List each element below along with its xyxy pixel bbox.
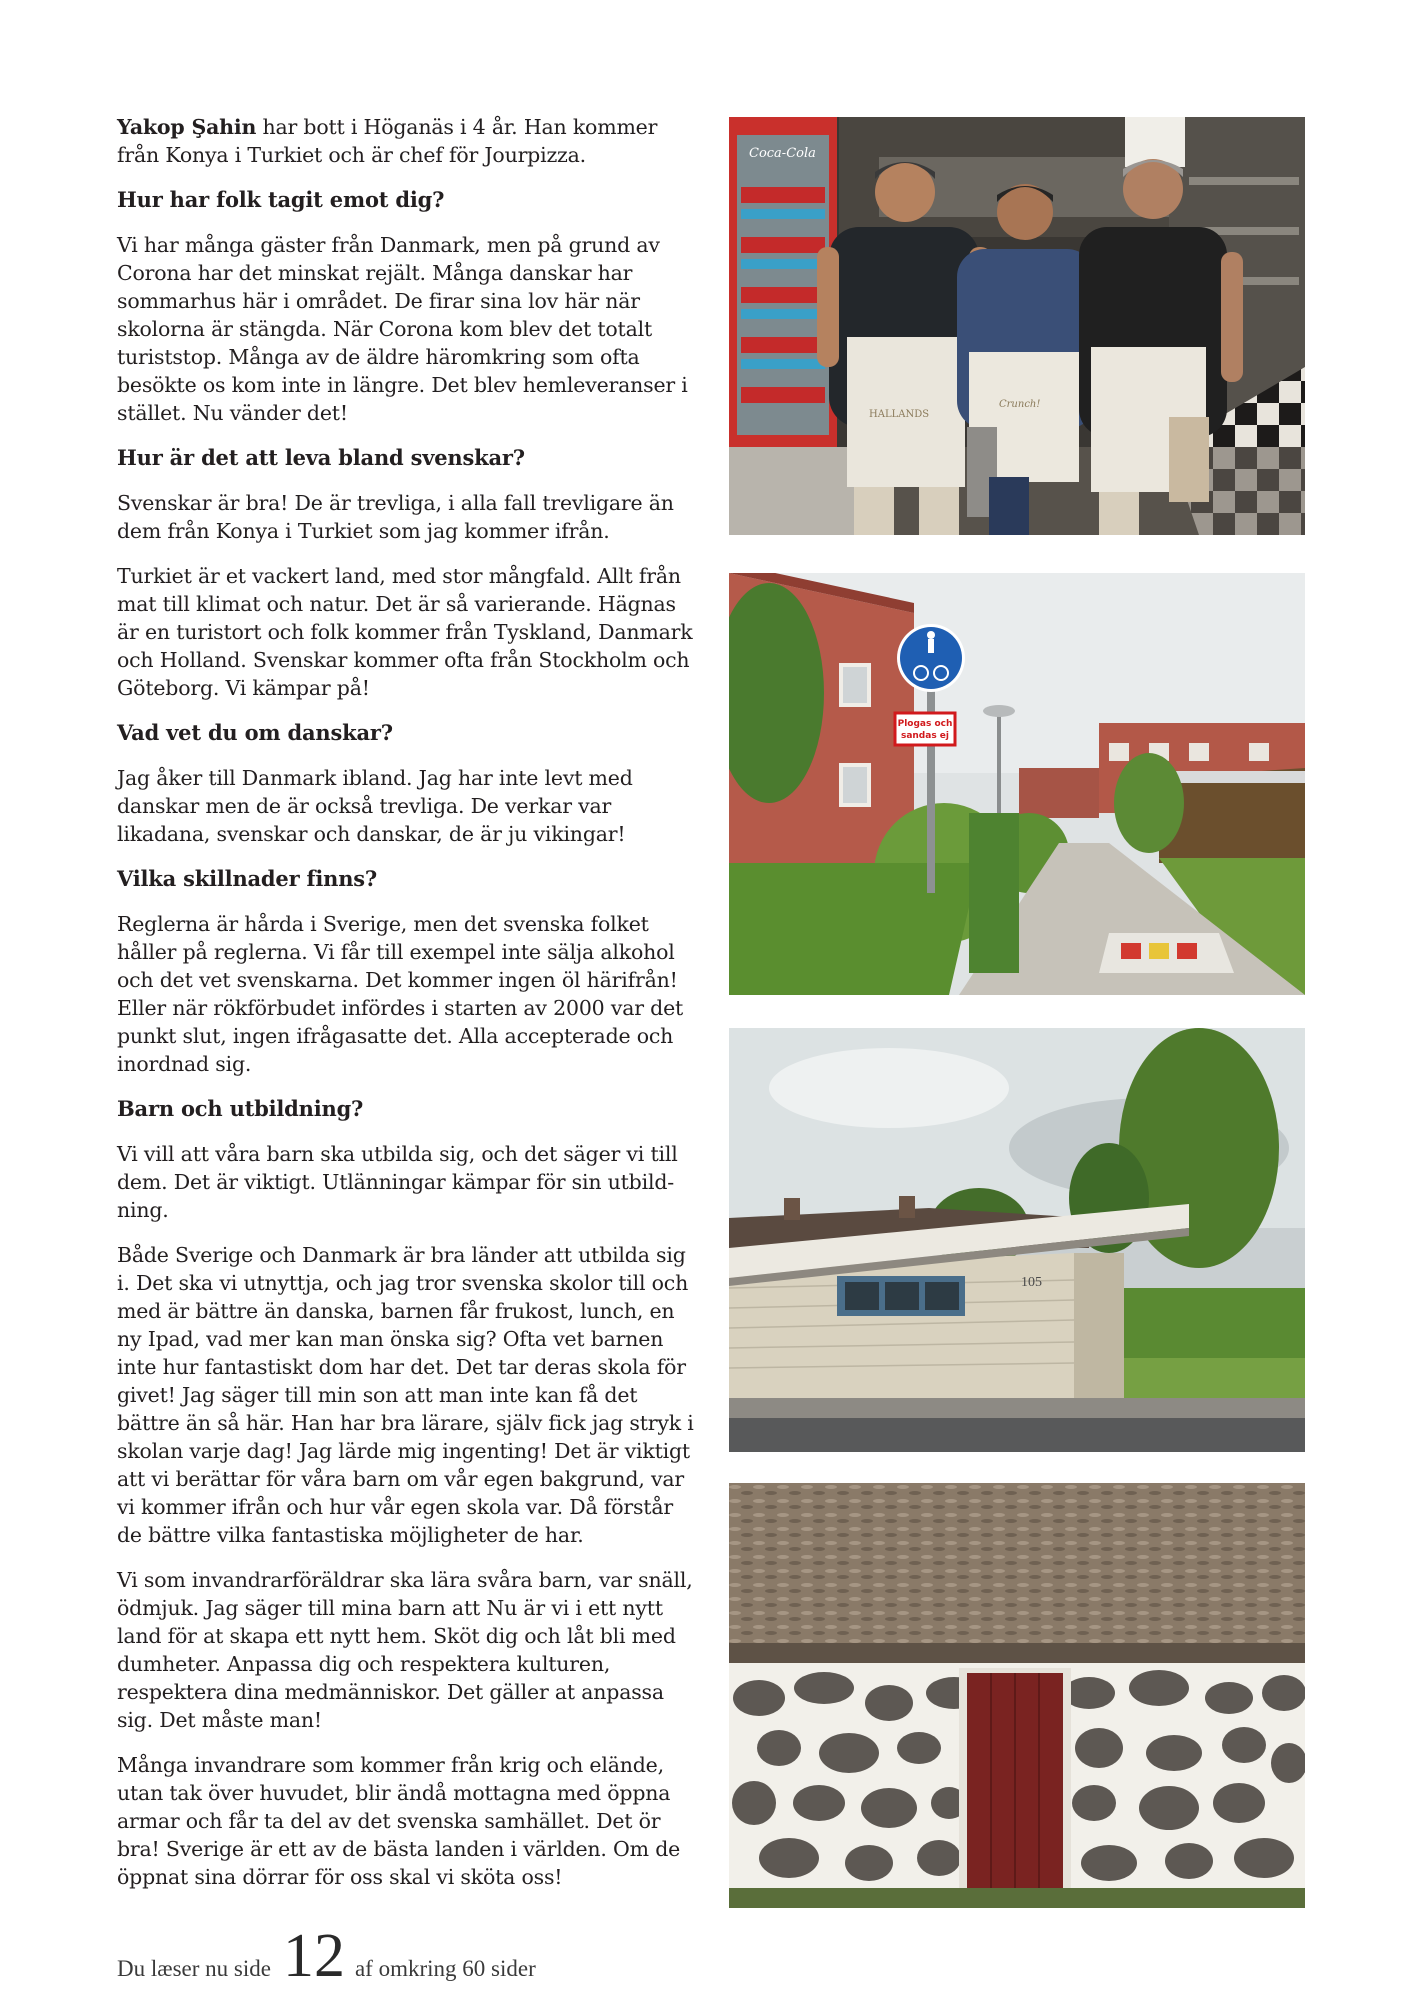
question-heading: Hur har folk tagit emot dig? <box>117 187 445 212</box>
answer-paragraph: Turkiet är et vackert land, med stor mångfald. Allt från mat till klimat och natur. Det är så varierande. Hägnas är en turistort och folk kommer från Tyskland, Danmark och Holland. Svenskar kommer ofta från Stockholm och Göteborg. Vi kämpar på! <box>117 564 693 700</box>
pizzeria-staff-photo <box>729 117 1305 535</box>
article-body <box>117 113 697 1908</box>
question-heading: Barn och utbildning? <box>117 1096 364 1121</box>
coca-cola-logo: Coca-Cola <box>749 146 816 161</box>
plowing-sign-line-2: sandas ej <box>900 731 950 741</box>
answer-paragraph: Jag åker till Danmark ibland. Jag har inte levt med danskar men de är också trevliga. De verkar var likadana, svenskar och danskar, de är ju vikingar! <box>117 766 633 846</box>
footer-suffix: af omkring 60 sider <box>354 1956 536 1981</box>
intro-paragraph <box>117 113 697 169</box>
answer-paragraph: Vi vill att våra barn ska utbilda sig, och det säger vi till dem. Det är viktigt. Utlänningar kämpar för sin utbildning. <box>117 1142 678 1222</box>
answer-paragraph: Både Sverige och Danmark är bra länder att utbilda sig i. Det ska vi utnyttja, och jag tror svenska skolor till och med är bättre än danska, barnen får frukost, lunch, en ny Ipad, vad mer kan man önska sig? Ofta vet barnen inte hur fantastiskt dom har det. Det tar deras skola för givet! Jag säger till min son att man inte kan få det bättre än så här. Han har bra lärare, själv fick jag stryk i skolan varje dag! Jag lärde mig ingenting! Det är viktigt att vi berättar för våra barn om vår egen bakgrund, var vi kommer ifrån och hur vår egen skola var. Då förstår de bättre vilka fantastiska möjligheter de har. <box>117 1243 694 1547</box>
answer-paragraph: Vi som invandrarföräldrar ska lära svåra barn, var snäll, ödmjuk. Jag säger till mina barn att Nu är vi i ett nytt land för at skapa ett nytt hem. Sköt dig och låt bli med dumheter. Anpassa dig och respektera kulturen, respektera dina medmänniskor. Det gäller at anpassa sig. Det måste man! <box>117 1568 693 1732</box>
question-heading: Vilka skillnader finns? <box>117 866 378 891</box>
page-footer <box>117 1922 536 1990</box>
stone-house-photo <box>729 1483 1305 1908</box>
question-heading: Vad vet du om danskar? <box>117 720 393 745</box>
street-sign-photo <box>729 573 1305 995</box>
answer-paragraph: Reglerna är hårda i Sverige, men det svenska folket håller på reglerna. Vi får till exempel inte sälja alkohol och det vet svenskarna. Det kommer ingen öl härifrån! Eller när rökförbudet infördes i starten av 2000 var det punkt slut, ingen ifrågasatte det. Alla accepterade och inordnad sig. <box>117 912 684 1076</box>
page-number: 12 <box>282 1922 345 1990</box>
question-heading: Hur är det att leva bland svenskar? <box>117 445 525 470</box>
intro-text: har bott i Höganäs i 4 år. Han kommer från Konya i Turkiet och är chef för Jourpizza. <box>117 115 658 167</box>
answer-paragraph: Svenskar är bra! De är trevliga, i alla fall trevligare än dem från Konya i Turkiet som jag kommer ifrån. <box>117 491 674 543</box>
apron-brand-text: HALLANDS <box>869 409 930 420</box>
wooden-house-photo <box>729 1028 1305 1452</box>
house-number: 105 <box>1021 1275 1042 1290</box>
answer-paragraph: Vi har många gäster från Danmark, men på grund av Corona har det minskat rejält. Många danskar har sommarhus här i området. De firar sina lov här när skolorna är stängda. När Corona kom blev det totalt turiststop. Många av de äldre häromkring som ofta besökte os kom inte in längre. Det blev hemleveranser i stället. Nu vänder det! <box>117 233 688 425</box>
apron-label-text: Crunch! <box>999 399 1041 410</box>
footer-prefix: Du læser nu side <box>117 1956 271 1981</box>
answer-paragraph: Många invandrare som kommer från krig och elände, utan tak över huvudet, blir ändå mottagna med öppna armar och får ta del av det svenska samhället. Det ör bra! Sverige är ett av de bästa landen i världen. Om de öppnat sina dörrar för oss skal vi sköta oss! <box>117 1753 681 1889</box>
plowing-sign-line-1: Plogas och <box>897 719 953 729</box>
interviewee-name: Yakop Şahin <box>117 115 257 139</box>
